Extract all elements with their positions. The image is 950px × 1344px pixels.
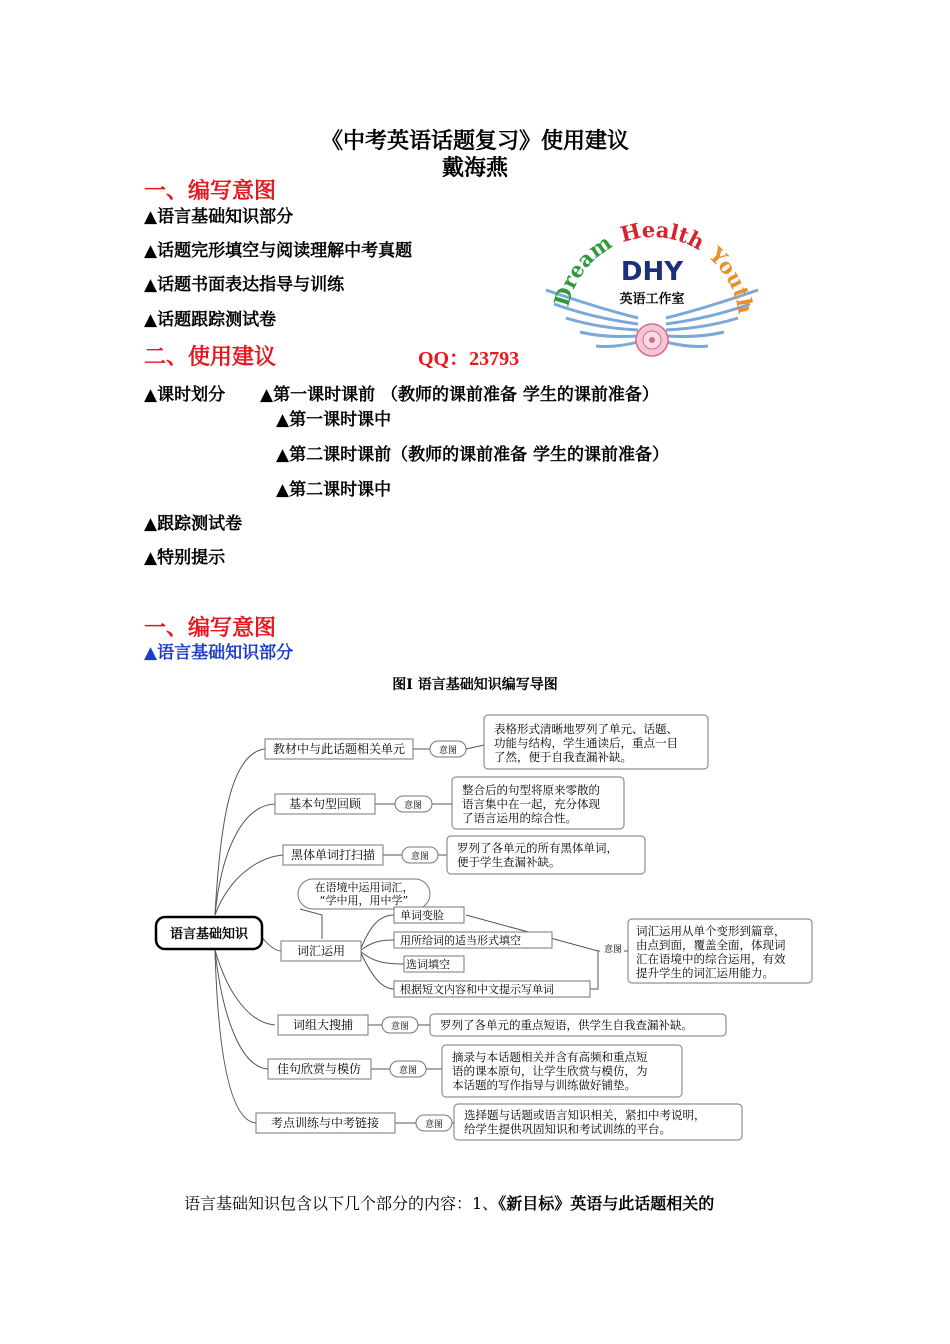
mindmap — [150, 705, 820, 1149]
note-5: 罗列了各单元的重点短语，供学生自我查漏补缺。 — [440, 1018, 693, 1032]
section1-item-4: ▲话题跟踪测试卷 — [144, 310, 277, 330]
usage-row-6: ▲特别提示 — [144, 548, 226, 568]
note-6: 摘录与本话题相关并含有高频和重点短语的课本原句，让学生欣赏与模仿，为本话题的写作指导与训练做好铺垫。 — [452, 1050, 648, 1092]
branch-label-7: 考点训练与中考链接 — [270, 1116, 380, 1130]
vocab-sub-3: 选词填空 — [406, 958, 450, 971]
intent-tag-5: 意图 — [390, 1022, 410, 1032]
section1b-heading: 一、编写意图 — [144, 615, 277, 641]
branch-label-5: 词组大搜捕 — [292, 1018, 354, 1032]
mindmap-root-label: 语言基础知识 — [169, 927, 249, 942]
qq-contact: QQ：23793 — [418, 348, 520, 370]
studio-logo — [538, 200, 766, 370]
note-4: 词汇运用从单个变形到篇章，由点到面，覆盖全面，体现词汇在语境中的综合运用，有效提升学生的词汇运用能力。 — [636, 924, 786, 980]
section1b-subheading: ▲语言基础知识部分 — [144, 643, 294, 663]
svg-text:DHY: DHY — [620, 257, 684, 287]
flower-icon — [636, 324, 668, 356]
logo-graphic — [538, 200, 766, 370]
vocab-bubble: 在语境中运用词汇，“学中用，用中学” — [314, 881, 414, 907]
mindmap-svg — [150, 705, 820, 1145]
intent-tag-4: 意图 — [603, 945, 623, 955]
usage-row-2: ▲第一课时课中 — [276, 410, 392, 430]
branch-label-6: 佳句欣赏与模仿 — [276, 1062, 362, 1076]
svg-text:英语工作室: 英语工作室 — [619, 292, 685, 307]
section1-item-3: ▲话题书面表达指导与训练 — [144, 275, 345, 295]
note-7: 选择题与话题或语言知识相关，紧扣中考说明，给学生提供巩固知识和考试训练的平台。 — [464, 1108, 706, 1136]
body-paragraph — [184, 1191, 714, 1214]
section1-item-1: ▲语言基础知识部分 — [144, 207, 294, 227]
branch-label-4: 词汇运用 — [296, 944, 346, 958]
branch-label-3: 黑体单词打扫描 — [290, 848, 376, 862]
vocab-sub-4: 根据短文内容和中文提示写单词 — [400, 983, 554, 996]
note-1: 表格形式清晰地罗列了单元、话题、功能与结构，学生通读后，重点一目了然，便于自我查漏补缺。 — [494, 722, 678, 764]
note-3: 罗列了各单元的所有黑体单词，便于学生查漏补缺。 — [457, 841, 618, 869]
vocab-sub-1: 单词变脸 — [400, 909, 444, 922]
note-2: 整合后的句型将原来零散的语言集中在一起，充分体现了语言运用的综合性。 — [462, 783, 600, 825]
usage-row-3: ▲第二课时课前（教师的课前准备 学生的课前准备） — [276, 445, 669, 465]
intent-tag-7: 意图 — [424, 1120, 444, 1130]
author-name: 戴海燕 — [441, 155, 508, 181]
body-text-plain: 语言基础知识包含以下几个部分的内容：1、 — [184, 1194, 499, 1213]
section1-item-2: ▲话题完形填空与阅读理解中考真题 — [144, 241, 413, 261]
section2-heading: 二、使用建议 — [144, 344, 277, 370]
figure-caption: 图Ⅰ 语言基础知识编写导图 — [392, 677, 558, 693]
intent-tag-3: 意图 — [410, 852, 430, 862]
usage-row-1: ▲第一课时课前 （教师的课前准备 学生的课前准备） — [260, 385, 659, 405]
body-text-bold: 《新目标》英语与此话题相关的 — [498, 1194, 715, 1213]
intent-tag-6: 意图 — [398, 1066, 418, 1076]
vocab-sub-2: 用所给词的适当形式填空 — [400, 934, 521, 947]
svg-text:DreamHealthYouth: DreamHealth Youth — [548, 216, 759, 316]
branch-label-2: 基本句型回顾 — [288, 797, 362, 811]
document-title: 《中考英语话题复习》使用建议 — [320, 128, 629, 154]
branch-label-1: 教材中与此话题相关单元 — [272, 742, 406, 756]
section1-heading: 一、编写意图 — [144, 178, 277, 204]
intent-tag-1: 意图 — [438, 746, 458, 756]
usage-row-5: ▲跟踪测试卷 — [144, 514, 243, 534]
intent-tag-2: 意图 — [403, 801, 423, 811]
usage-row-4: ▲第二课时课中 — [276, 480, 392, 500]
usage-row-label: ▲课时划分 — [144, 385, 226, 405]
